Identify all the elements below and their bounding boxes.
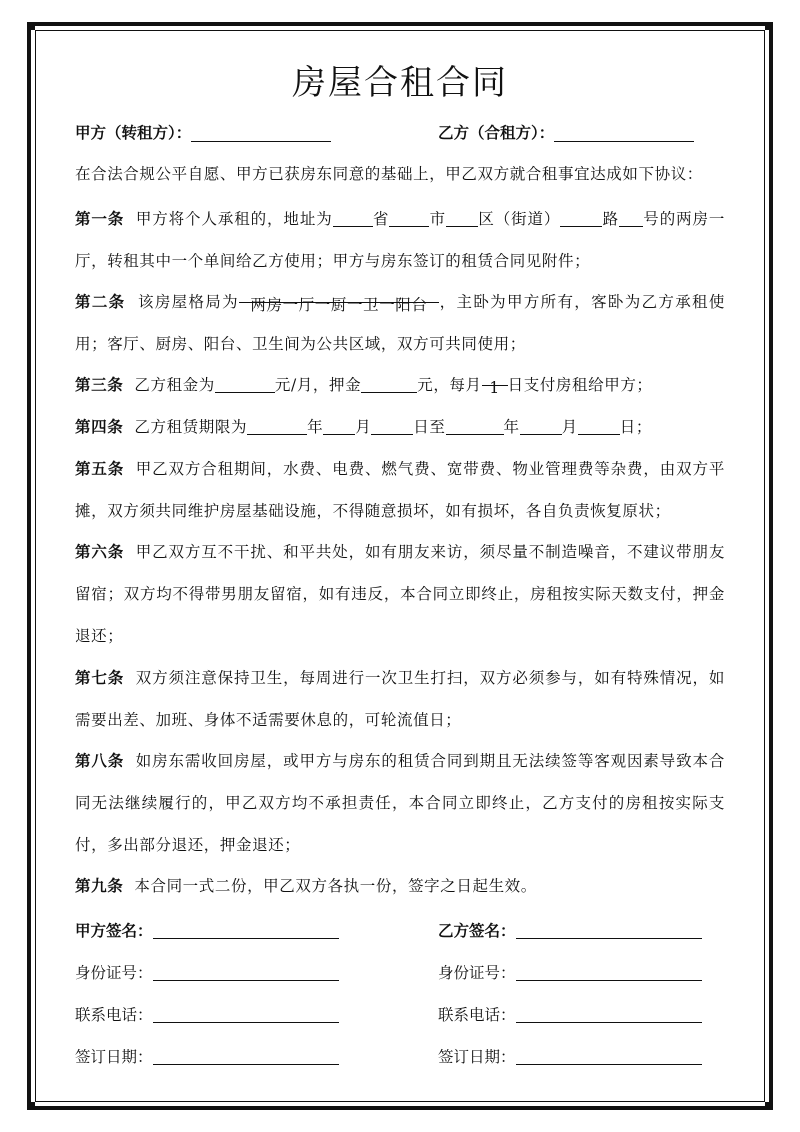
- city-label: 市: [429, 210, 447, 228]
- year-label: 年: [503, 418, 520, 436]
- date-label: 签订日期：: [75, 1048, 153, 1066]
- corner-ornament: [27, 1102, 35, 1110]
- start-day-blank[interactable]: [371, 416, 413, 435]
- corner-ornament: [27, 22, 35, 30]
- article-1-head: 第一条: [75, 209, 125, 228]
- district-label: 区（街道）: [478, 210, 561, 228]
- rent-label: 乙方租金为: [134, 376, 215, 394]
- province-blank[interactable]: [333, 208, 373, 227]
- party-a-phone-field[interactable]: [153, 1004, 339, 1023]
- article-3: [75, 364, 725, 406]
- article-6-head: 第六条: [75, 542, 125, 561]
- party-b-id-field[interactable]: [516, 962, 702, 981]
- city-blank[interactable]: [389, 208, 429, 227]
- party-a-id-field[interactable]: [153, 962, 339, 981]
- party-b-date: [438, 1045, 702, 1069]
- number-blank[interactable]: [619, 208, 643, 227]
- party-b-blank[interactable]: [554, 123, 694, 142]
- start-month-blank[interactable]: [323, 416, 355, 435]
- layout-field[interactable]: 两房一厅一厨一卫一阳台: [239, 284, 439, 303]
- party-a-signature-field[interactable]: [153, 920, 339, 939]
- article-9-text: 本合同一式二份，甲乙双方各执一份，签字之日起生效。: [134, 877, 537, 895]
- rent-blank[interactable]: [215, 374, 275, 393]
- corner-ornament: [765, 1102, 773, 1110]
- month-label: 月: [561, 418, 578, 436]
- corner-ornament: [765, 22, 773, 30]
- article-4: [75, 406, 725, 448]
- phone-label: 联系电话：: [438, 1006, 516, 1024]
- party-a-line: [75, 121, 331, 145]
- article-8-head: 第八条: [75, 751, 125, 770]
- article-7-text: 双方须注意保持卫生，每周进行一次卫生打扫，双方必须参与，如有特殊情况，如需要出差、加班、身体不适需要休息的，可轮流值日；: [75, 669, 725, 729]
- party-a-blank[interactable]: [191, 123, 331, 142]
- term-label: 乙方租赁期限为: [134, 418, 248, 436]
- party-b-signature-field[interactable]: [516, 920, 702, 939]
- id-label: 身份证号：: [438, 964, 516, 982]
- article-3-head: 第三条: [75, 375, 124, 394]
- party-a-phone: [75, 1003, 339, 1027]
- article-4-head: 第四条: [75, 417, 124, 436]
- article-1-tail: 号的两房一厅，转租其中一个单间给乙方使用；甲方与房东签订的租赁合同见附件；: [75, 210, 725, 270]
- end-month-blank[interactable]: [520, 416, 562, 435]
- signature-label: 乙方签名：: [438, 921, 516, 940]
- district-blank[interactable]: [446, 208, 478, 227]
- article-2-text: 该房屋格局为: [138, 293, 239, 311]
- party-b-signature: [438, 919, 702, 943]
- article-6-text: 甲乙双方互不干扰、和平共处，如有朋友来访，须尽量不制造噪音，不建议带朋友留宿；双方均不得带男朋友留宿，如有违反，本合同立即终止，房租按实际天数支付，押金退还；: [75, 543, 725, 645]
- day-to-label: 日至: [413, 418, 446, 436]
- article-7: [75, 657, 725, 741]
- article-5-head: 第五条: [75, 459, 125, 478]
- article-3-tail: 日支付房租给甲方；: [507, 376, 653, 394]
- party-b-line: [438, 121, 694, 145]
- party-b-phone: [438, 1003, 702, 1027]
- deposit-blank[interactable]: [361, 374, 417, 393]
- day-label: 日；: [619, 418, 652, 436]
- article-5-text: 甲乙双方合租期间，水费、电费、燃气费、宽带费、物业管理费等杂费，由双方平摊，双方须共同维护房屋基础设施，不得随意损坏，如有损坏，各自负责恢复原状；: [75, 460, 725, 520]
- party-a-id: [75, 961, 339, 985]
- road-blank[interactable]: [560, 208, 602, 227]
- month-label: 月: [355, 418, 372, 436]
- party-b-date-field[interactable]: [516, 1046, 702, 1065]
- pay-day-field[interactable]: 1: [482, 367, 508, 386]
- article-8: [75, 740, 725, 866]
- article-9-head: 第九条: [75, 876, 124, 895]
- start-year-blank[interactable]: [247, 416, 307, 435]
- article-7-head: 第七条: [75, 668, 125, 687]
- article-8-text: 如房东需收回房屋，或甲方与房东的租赁合同到期且无法续签等客观因素导致本合同无法继续履行的，甲乙双方均不承担责任，本合同立即终止，乙方支付的房租按实际支付，多出部分退还，押金退还；: [75, 752, 725, 854]
- signature-label: 甲方签名：: [75, 921, 153, 940]
- date-label: 签订日期：: [438, 1048, 516, 1066]
- article-9: [75, 865, 725, 907]
- article-2-head: 第二条: [75, 292, 126, 311]
- id-label: 身份证号：: [75, 964, 153, 982]
- article-5: [75, 448, 725, 532]
- phone-label: 联系电话：: [75, 1006, 153, 1024]
- article-6: [75, 531, 725, 657]
- article-1-text: 甲方将个人承租的，地址为: [135, 210, 333, 228]
- party-b-id: [438, 961, 702, 985]
- end-year-blank[interactable]: [446, 416, 504, 435]
- party-a-date-field[interactable]: [153, 1046, 339, 1065]
- party-b-phone-field[interactable]: [516, 1004, 702, 1023]
- party-a-signature: [75, 919, 339, 943]
- party-a-label: 甲方（转租方）：: [75, 123, 192, 142]
- year-label: 年: [307, 418, 324, 436]
- article-2-tail: ，主卧为甲方所有，客卧为乙方承租使用；客厅、厨房、阳台、卫生间为公共区域，双方可共同使用；: [75, 293, 725, 353]
- end-day-blank[interactable]: [578, 416, 620, 435]
- article-2: [75, 281, 725, 365]
- party-b-label: 乙方（合租方）：: [438, 123, 555, 142]
- party-a-date: [75, 1045, 339, 1069]
- intro-paragraph: 在合法合规公平自愿、甲方已获房东同意的基础上，甲乙双方就合租事宜达成如下协议：: [75, 165, 703, 183]
- article-1: [75, 198, 725, 282]
- pay-day-label: 元，每月: [417, 376, 482, 394]
- province-label: 省: [372, 210, 390, 228]
- document-title: 房屋合租合同: [292, 63, 508, 103]
- road-label: 路: [602, 210, 620, 228]
- deposit-label: 元/月，押金: [274, 376, 362, 394]
